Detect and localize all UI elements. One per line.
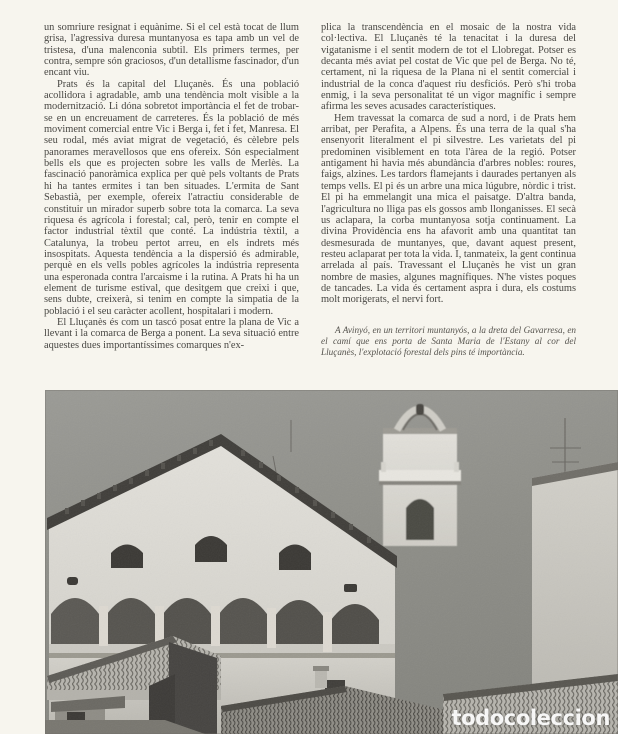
- paragraph: Hem travessat la comarca de sud a nord, i de Prats hem arribat, per Perafita, a Alpens. És una terra de la qual s'ha ensenyorit literalment el pi silvestre. Les varietats del pi predominen visiblement en tota l'àrea de la regió. Potser antigament hi havia més abundància d'arbres nobles: roures, faigs, alzines. Les tardors flamejants i daurades pertanyen als temps vells. El pi és un arbre una mica lúgubre, nòrdic i trist. El pi ha emmelangit una mica el paisatge. D'altra banda, l'agricultura no lliga pas els gossos amb llonganisses. El secà us aclapara, la corba muntanyosa sotja continuament. La divina Providència ens ha afavorit amb una quantitat tan desmesurada de muntanyes, que, davant aquest present, resteu aclaparat per tota la vida. I, tanmateix, la gent continua arrelada al país. Travessant el Lluçanès he vist un gran nombre de masies, algunes magnífiques. N'he vistes poques de tancades. La vida és certament aspra i dura, els costums molt morigerats, el nervi fort.: [321, 112, 576, 306]
- page-margin: [0, 390, 45, 734]
- photograph-image: [45, 390, 618, 734]
- photograph: [45, 390, 618, 734]
- paragraph: un somriure resignat i equànime. Si el cel està tocat de llum grisa, l'agressiva duresa muntanyosa es tapa amb un vel de tristesa, d'una malenconia subtil. Els primers termes, per contra, sempre són graciosos, d'un detallisme fascinador, d'un encant viu.: [44, 22, 299, 79]
- paragraph: plica la transcendència en el mosaic de la nostra vida col·lectiva. El Lluçanès té la tenacitat i la duresa del vigatanisme i el sentit modern de tot el Llobregat. Potser es decanta més aviat pel costat de Vic que pel de Berga. No té, certament, ni la riquesa de la Plana ni el sentit comercial i industrial de la conca d'aquest riu desficiós. Però s'hi troba enmig, i la seva personalitat té un vigor magnífic i sempre afirma les seves acusades característiques.: [321, 22, 576, 113]
- article-text: [44, 22, 576, 374]
- watermark-todocoleccion: todocoleccion: [451, 706, 610, 730]
- left-column: [44, 22, 299, 374]
- photo-caption: A Avinyó, en un territori muntanyós, a la dreta del Gavarresa, en el camí que ens porta de Santa Maria de l'Estany al cor del Lluçanès, l'explotació forestal dels pins té importància.: [321, 324, 576, 357]
- paragraph: Prats és la capital del Lluçanès. És una població acollidora i agradable, amb una tendència molt visible a la modernització. Li dóna sobretot importància el fet de trobar-se en un encreuament de carreteres. És la població de més moviment comercial entre Vic i Berga i, fet i fet, Manresa. El seu rodal, més aviat migrat de vegetació, és cèlebre pels panorames meravellosos que ens ofereix. Són especialment bells els que es projecten sobre les valls de Merlès. La fascinació panoràmica explica per què pels voltants de Prats hi ha tantes ermites i tan ben situades. L'ermita de Sant Sebastià, per exemple, ofereix l'atractiu considerable de constituir un mirador superb sobre tota la comarca. La seva riquesa és agrícola i forestal; cal, però, tenir en compte el factor industrial tèxtil que conté. La indústria tèxtil, a Catalunya, la trobeu pertot arreu, en els indrets més insospitats. Aquesta tendència a la dispersió és admirable, perquè en els vells pobles agrícoles la indústria representa una esperonada contra l'arcaisme i la rutina. A Prats hi ha un element de turisme estival, que desitgem que creixi i que, sens dubte, creixerà, si tenim en compte la simpatia de la població i el seu caràcter acollent, hospitalari i modern.: [44, 78, 299, 317]
- paragraph: El Lluçanès és com un tascó posat entre la plana de Vic a llevant i la comarca de Berga a ponent. La seva situació entre aquestes dues importantíssimes comarques n'ex-: [44, 316, 299, 351]
- right-column: [321, 22, 576, 374]
